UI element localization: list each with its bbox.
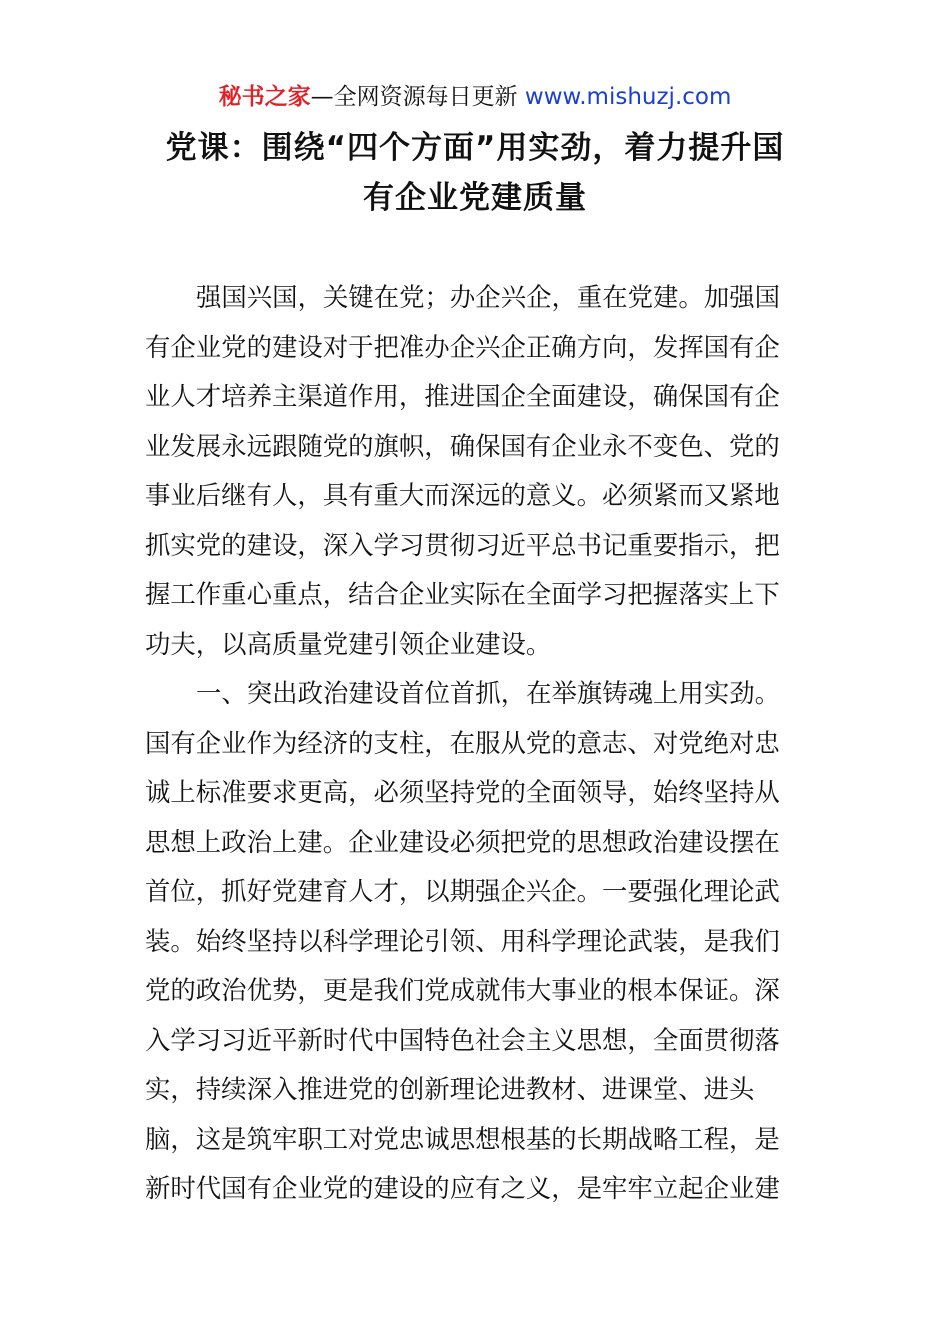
body-paragraph-2-line-9: 脑，这是筑牢职工对党忠诚思想根基的长期战略工程，是 [145, 1124, 780, 1154]
body-paragraph-1-line-2: 有企业党的建设对于把准办企兴企正确方向，发挥国有企 [145, 332, 780, 362]
body-paragraph-1-line-8: 功夫，以高质量党建引领企业建设。 [145, 629, 552, 659]
body-paragraph-2-line-2: 诚上标准要求更高，必须坚持党的全面领导，始终坚持从 [145, 777, 780, 807]
site-brand-name: 秘书之家 [218, 84, 311, 110]
site-tagline: —全网资源每日更新 [310, 84, 525, 110]
body-paragraph-2-line-4: 首位，抓好党建育人才，以期强企兴企。一要强化理论武 [145, 876, 780, 906]
document-title-line-1: 党课：围绕“四个方面”用实劲，着力提升国 [165, 130, 785, 166]
site-url-link[interactable]: www.mishuzj.com [524, 84, 732, 110]
section-heading-1: 一、突出政治建设首位首抓，在举旗铸魂上用实劲。 [196, 678, 780, 708]
document-title-line-2: 有企业党建质量 [363, 180, 587, 216]
body-paragraph-1-line-7: 握工作重心重点，结合企业实际在全面学习把握落实上下 [145, 579, 780, 609]
body-paragraph-2-line-3: 思想上政治上建。企业建设必须把党的思想政治建设摆在 [145, 827, 780, 857]
site-header-banner [0, 80, 950, 114]
body-paragraph-2-line-7: 入学习习近平新时代中国特色社会主义思想，全面贯彻落 [145, 1025, 780, 1055]
body-paragraph-2-line-6: 党的政治优势，更是我们党成就伟大事业的根本保证。深 [145, 975, 780, 1005]
body-paragraph-1-line-1: 强国兴国，关键在党；办企兴企，重在党建。加强国 [196, 282, 780, 312]
body-paragraph-2-line-8: 实，持续深入推进党的创新理论进教材、进课堂、进头 [145, 1074, 755, 1104]
body-paragraph-2-line-5: 装。始终坚持以科学理论引领、用科学理论武装，是我们 [145, 926, 780, 956]
body-paragraph-1-line-4: 业发展永远跟随党的旗帜，确保国有企业永不变色、党的 [145, 431, 780, 461]
body-paragraph-1-line-6: 抓实党的建设，深入学习贯彻习近平总书记重要指示，把 [145, 530, 780, 560]
body-paragraph-2-line-10: 新时代国有企业党的建设的应有之义，是牢牢立起企业建 [145, 1173, 780, 1203]
body-paragraph-1-line-3: 业人才培养主渠道作用，推进国企全面建设，确保国有企 [145, 381, 780, 411]
body-paragraph-2-line-1: 国有企业作为经济的支柱，在服从党的意志、对党绝对忠 [145, 728, 780, 758]
body-paragraph-1-line-5: 事业后继有人，具有重大而深远的意义。必须紧而又紧地 [145, 480, 780, 510]
